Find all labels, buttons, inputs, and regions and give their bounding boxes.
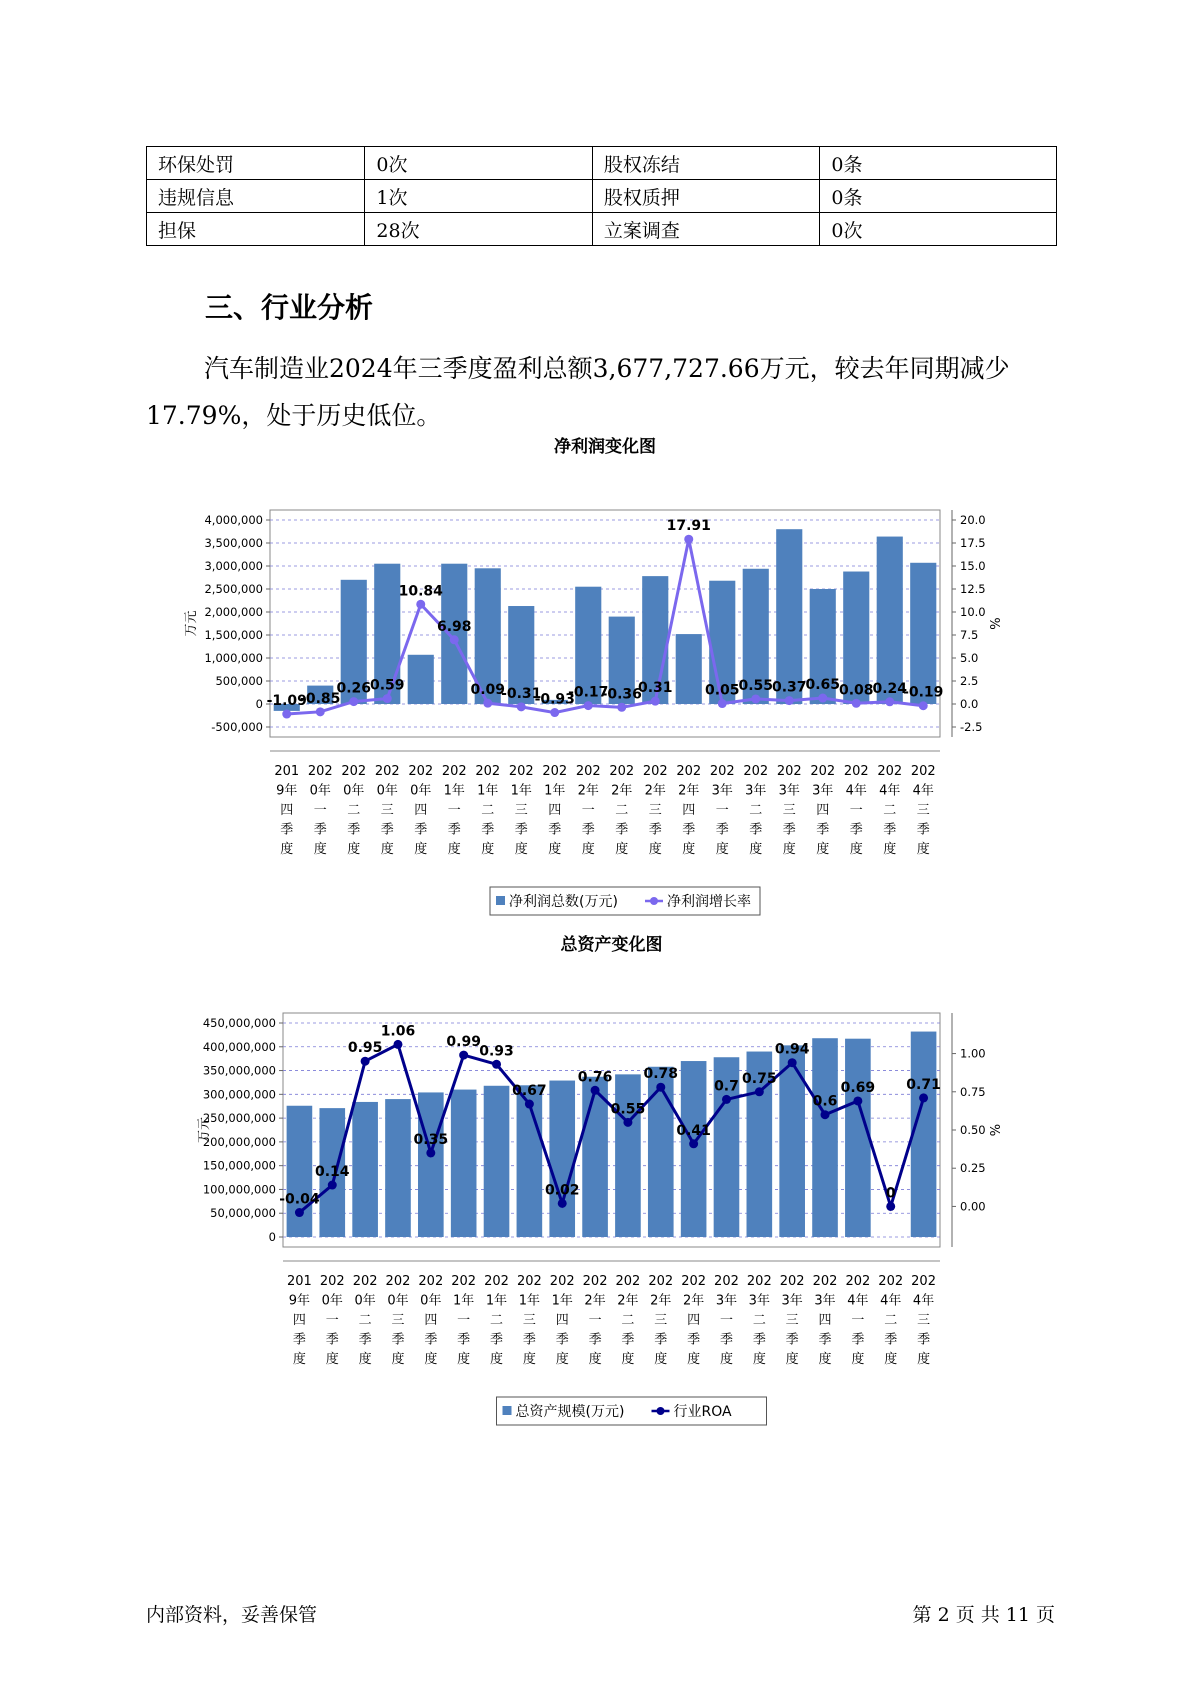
net-profit-bar (910, 563, 936, 704)
net-profit-line-point (852, 699, 861, 708)
net-profit-data-label: 0.65 (805, 677, 841, 694)
net-profit-right-tick-label: 15.0 (960, 559, 986, 573)
net-profit-line-point (885, 697, 894, 706)
net-profit-left-tick-label: 500,000 (215, 674, 263, 688)
total-assets-line-point (525, 1100, 534, 1109)
net-profit-x-tick-label: 202 1年四季度 (542, 764, 568, 857)
net-profit-right-tick-label: 5.0 (960, 651, 979, 665)
total-assets-x-tick-label: 201 9年四季度 (287, 1274, 312, 1367)
total-assets-data-label: 0.14 (315, 1164, 350, 1181)
net-profit-right-tick-label: -2.5 (960, 720, 983, 734)
net-profit-left-tick-label: 1,500,000 (204, 628, 263, 642)
total-assets-line-point (722, 1095, 731, 1104)
table-cell: 1次 (365, 180, 593, 213)
net-profit-x-tick-label: 202 1年二季度 (475, 764, 501, 857)
net-profit-right-tick-label: 20.0 (960, 513, 986, 527)
total-assets-line-point (558, 1199, 567, 1208)
net-profit-bar (408, 655, 434, 704)
total-assets-line-point (393, 1040, 402, 1049)
table-cell: 0条 (820, 180, 1057, 213)
net-profit-left-axis-title: 万元 (184, 610, 199, 637)
total-assets-data-label: -0.04 (279, 1191, 320, 1208)
net-profit-left-tick-label: 2,000,000 (204, 605, 263, 619)
total-assets-left-tick-label: 350,000,000 (202, 1063, 276, 1078)
net-profit-data-label: 0.05 (704, 682, 740, 699)
net-profit-left-tick-label: 3,000,000 (204, 559, 263, 573)
net-profit-line-point (919, 701, 928, 710)
total-assets-data-label: 0.99 (446, 1034, 481, 1051)
total-assets-line-point (821, 1110, 830, 1119)
net-profit-line-point (818, 694, 827, 703)
table-cell: 0次 (365, 147, 593, 180)
total-assets-line-point (853, 1096, 862, 1105)
total-assets-data-label: 1.06 (380, 1023, 416, 1040)
total-assets-data-label: 0.78 (643, 1066, 679, 1083)
total-assets-left-tick-label: 150,000,000 (202, 1158, 276, 1173)
net-profit-line-point (450, 635, 459, 644)
net-profit-legend-line-label: 净利润增长率 (667, 894, 751, 910)
total-assets-data-label: 0.75 (742, 1070, 777, 1087)
net-profit-line-point (684, 535, 693, 544)
table-row (147, 180, 1057, 213)
total-assets-data-label: 0.02 (544, 1182, 580, 1199)
net-profit-legend-bar-label: 净利润总数(万元) (509, 894, 618, 910)
net-profit-line-point (282, 710, 291, 719)
total-assets-bar (287, 1106, 313, 1237)
total-assets-line-point (689, 1139, 698, 1148)
total-assets-bar (484, 1086, 510, 1237)
total-assets-left-tick-label: 0 (268, 1230, 276, 1244)
total-assets-line-point (492, 1060, 501, 1069)
total-assets-x-tick-label: 202 3年三季度 (779, 1274, 805, 1367)
net-profit-x-tick-label: 202 1年一季度 (441, 764, 467, 857)
net-profit-data-label: -0.36 (601, 686, 642, 703)
total-assets-x-tick-label: 202 2年二季度 (615, 1274, 641, 1367)
table-cell: 违规信息 (147, 180, 365, 213)
table-row (147, 147, 1057, 180)
net-profit-x-tick-label: 202 4年三季度 (910, 764, 936, 857)
net-profit-right-axis-title: % (989, 617, 1004, 630)
net-profit-line-point (483, 699, 492, 708)
total-assets-x-tick-label: 202 1年二季度 (484, 1274, 509, 1367)
total-assets-legend-bar-label: 总资产规模(万元) (515, 1404, 625, 1420)
total-assets-right-tick-label: 1.00 (960, 1046, 986, 1061)
total-assets-data-label: 0.6 (812, 1093, 838, 1110)
total-assets-bar (648, 1067, 674, 1237)
total-assets-bar (352, 1102, 378, 1237)
total-assets-line-point (623, 1118, 632, 1127)
table-cell: 担保 (147, 213, 365, 246)
total-assets-x-tick-label: 202 1年四季度 (549, 1274, 575, 1367)
total-assets-data-label: 0.93 (479, 1043, 514, 1060)
total-assets-data-label: 0 (885, 1185, 896, 1202)
net-profit-data-label: -0.31 (501, 685, 542, 702)
total-assets-data-label: 0.41 (676, 1122, 711, 1139)
total-assets-chart (160, 935, 1020, 1428)
net-profit-right-tick-label: 12.5 (960, 582, 986, 596)
net-profit-line-point (316, 707, 325, 716)
total-assets-x-tick-label: 202 0年三季度 (385, 1274, 411, 1367)
net-profit-x-tick-label: 202 0年三季度 (374, 764, 400, 857)
total-assets-legend-bar-swatch (503, 1406, 512, 1415)
total-assets-left-tick-label: 450,000,000 (202, 1016, 276, 1030)
net-profit-x-tick-label: 202 4年一季度 (843, 764, 869, 857)
total-assets-x-tick-label: 202 0年二季度 (352, 1274, 378, 1367)
net-profit-data-label: 0.31 (637, 680, 673, 697)
footer-page-number: 第 2 页 共 11 页 (912, 1604, 1055, 1626)
net-profit-x-tick-label: 202 0年二季度 (341, 764, 367, 857)
net-profit-data-label: 6.98 (436, 618, 472, 635)
net-profit-line-point (785, 696, 794, 705)
table-cell: 28次 (365, 213, 593, 246)
net-profit-data-label: 0.55 (738, 677, 774, 694)
net-profit-data-label: -0.85 (300, 690, 341, 707)
net-profit-x-tick-label: 202 2年二季度 (609, 764, 635, 857)
total-assets-x-tick-label: 202 0年四季度 (418, 1274, 444, 1367)
total-assets-legend-line-label: 行业ROA (673, 1404, 732, 1420)
net-profit-line-point (651, 697, 660, 706)
total-assets-line-point (426, 1148, 435, 1157)
net-profit-plot-frame (270, 510, 940, 737)
table-row (147, 213, 1057, 246)
total-assets-line-point (295, 1208, 304, 1217)
total-assets-x-tick-label: 202 2年一季度 (582, 1274, 608, 1367)
total-assets-data-label: 0.94 (774, 1041, 810, 1058)
net-profit-x-tick-label: 202 0年一季度 (307, 764, 333, 857)
net-profit-left-tick-label: -500,000 (211, 720, 263, 734)
net-profit-right-tick-label: 0.0 (960, 697, 979, 711)
net-profit-bar (676, 634, 702, 704)
net-profit-line-point (349, 697, 358, 706)
net-profit-x-tick-label: 202 3年一季度 (709, 764, 735, 857)
net-profit-data-label: 0.08 (838, 682, 874, 699)
net-profit-line-point (416, 600, 425, 609)
net-profit-data-label: -0.19 (903, 684, 944, 701)
total-assets-x-tick-label: 202 2年三季度 (648, 1274, 674, 1367)
total-assets-right-tick-label: 0.50 (960, 1123, 986, 1137)
net-profit-data-label: -0.17 (568, 684, 609, 701)
total-assets-right-tick-label: 0.00 (960, 1199, 986, 1214)
total-assets-left-tick-label: 50,000,000 (210, 1206, 276, 1221)
total-assets-x-tick-label: 202 3年二季度 (746, 1274, 772, 1367)
total-assets-x-tick-label: 202 2年四季度 (681, 1274, 707, 1367)
net-profit-left-tick-label: 3,500,000 (204, 536, 263, 550)
net-profit-x-tick-label: 202 2年三季度 (642, 764, 668, 857)
net-profit-data-label: 0.24 (872, 680, 908, 697)
table-cell: 环保处罚 (147, 147, 365, 180)
net-profit-bar (776, 529, 802, 704)
total-assets-right-tick-label: 0.75 (960, 1084, 986, 1099)
total-assets-bar (549, 1081, 575, 1237)
net-profit-data-label: 0.26 (336, 680, 372, 697)
total-assets-chart-svg (160, 935, 1020, 1428)
total-assets-data-label: 0.76 (577, 1069, 613, 1086)
total-assets-line-point (886, 1202, 895, 1211)
net-profit-left-tick-label: 4,000,000 (204, 513, 263, 527)
net-profit-data-label: 10.84 (398, 583, 443, 600)
net-profit-x-tick-label: 202 3年三季度 (776, 764, 802, 857)
table-cell: 0条 (820, 147, 1057, 180)
total-assets-left-tick-label: 100,000,000 (202, 1182, 276, 1197)
total-assets-data-label: 0.95 (347, 1040, 383, 1057)
total-assets-bar (385, 1099, 411, 1237)
industry-analysis-paragraph: 汽车制造业2024年三季度盈利总额3,677,727.66万元，较去年同期减少17.79%，处于历史低位。 (146, 354, 1010, 430)
total-assets-right-axis-title: % (989, 1123, 1004, 1137)
total-assets-bar (779, 1045, 805, 1237)
net-profit-right-tick-label: 2.5 (960, 674, 979, 688)
total-assets-line-point (591, 1086, 600, 1095)
total-assets-line-point (459, 1051, 468, 1060)
net-profit-line-point (584, 701, 593, 710)
total-assets-line-point (361, 1057, 370, 1066)
net-profit-left-tick-label: 0 (255, 697, 263, 711)
total-assets-x-tick-label: 202 3年四季度 (812, 1274, 838, 1367)
net-profit-legend-line-dot (650, 897, 658, 905)
total-assets-bar (615, 1074, 641, 1237)
net-profit-right-tick-label: 17.5 (960, 536, 986, 550)
total-assets-left-tick-label: 250,000,000 (202, 1111, 276, 1126)
net-profit-line-point (718, 699, 727, 708)
total-assets-line-point (755, 1087, 764, 1096)
total-assets-x-tick-label: 202 1年三季度 (516, 1274, 542, 1367)
total-assets-right-tick-label: 0.25 (960, 1161, 986, 1176)
net-profit-data-label: 0.09 (470, 682, 506, 699)
total-assets-x-tick-label: 202 0年一季度 (319, 1274, 345, 1367)
net-profit-x-tick-label: 202 4年二季度 (877, 764, 903, 857)
net-profit-x-tick-label: 202 2年四季度 (676, 764, 702, 857)
total-assets-left-axis-title: 万元 (197, 1116, 212, 1144)
total-assets-line-point (328, 1181, 337, 1190)
section-title: 三、行业分析 (205, 291, 374, 324)
total-assets-bar (681, 1061, 707, 1237)
table-cell: 股权质押 (592, 180, 820, 213)
total-assets-x-tick-label: 202 1年一季度 (451, 1274, 477, 1367)
net-profit-data-label: 0.37 (771, 679, 807, 696)
table-cell: 0次 (820, 213, 1057, 246)
net-profit-data-label: 17.91 (666, 518, 711, 535)
total-assets-line-point (788, 1058, 797, 1067)
total-assets-data-label: 0.35 (413, 1131, 449, 1148)
net-profit-legend-bar-swatch (496, 896, 505, 905)
total-assets-x-tick-label: 202 4年二季度 (878, 1274, 904, 1367)
net-profit-left-tick-label: 1,000,000 (204, 651, 263, 665)
net-profit-chart (160, 437, 1020, 930)
net-profit-data-label: -1.09 (266, 693, 307, 710)
net-profit-data-label: 0.59 (369, 677, 405, 694)
net-profit-line-point (517, 702, 526, 711)
total-assets-data-label: 0.55 (610, 1101, 646, 1118)
total-assets-data-label: 0.7 (714, 1078, 739, 1095)
net-profit-x-tick-label: 202 0年四季度 (408, 764, 434, 857)
total-assets-left-tick-label: 300,000,000 (202, 1087, 276, 1102)
net-profit-data-label: -0.93 (534, 691, 575, 708)
total-assets-data-label: 0.71 (906, 1076, 941, 1093)
total-assets-left-tick-label: 200,000,000 (202, 1134, 276, 1149)
total-assets-bar (451, 1090, 477, 1237)
net-profit-line-point (617, 703, 626, 712)
net-profit-bar (877, 537, 903, 704)
net-profit-line-point (550, 708, 559, 717)
net-profit-x-tick-label: 202 3年四季度 (810, 764, 836, 857)
net-profit-x-tick-label: 202 1年三季度 (508, 764, 534, 857)
total-assets-line-point (919, 1093, 928, 1102)
total-assets-data-label: 0.67 (512, 1083, 547, 1100)
total-assets-x-tick-label: 202 4年一季度 (845, 1274, 871, 1367)
net-profit-x-tick-label: 202 2年一季度 (575, 764, 601, 857)
risk-info-table (146, 146, 1057, 246)
total-assets-bar (911, 1032, 937, 1237)
net-profit-title: 净利润变化图 (554, 437, 656, 457)
net-profit-line-point (383, 694, 392, 703)
net-profit-x-tick-label: 202 3年二季度 (743, 764, 769, 857)
total-assets-bar (418, 1092, 444, 1237)
table-cell: 立案调查 (592, 213, 820, 246)
net-profit-line-point (751, 694, 760, 703)
total-assets-x-tick-label: 202 4年三季度 (911, 1274, 936, 1367)
net-profit-x-tick-label: 201 9年四季度 (274, 764, 300, 857)
total-assets-title: 总资产变化图 (560, 935, 663, 955)
net-profit-right-tick-label: 7.5 (960, 628, 979, 642)
total-assets-x-tick-label: 202 3年一季度 (714, 1274, 739, 1367)
total-assets-left-tick-label: 400,000,000 (202, 1039, 276, 1054)
net-profit-chart-svg (160, 437, 1020, 930)
total-assets-legend-line-dot (657, 1407, 665, 1415)
total-assets-line-point (656, 1083, 665, 1092)
net-profit-left-tick-label: 2,500,000 (204, 582, 263, 596)
table-cell: 股权冻结 (592, 147, 820, 180)
total-assets-bar (845, 1039, 871, 1237)
total-assets-bar (812, 1038, 838, 1237)
total-assets-data-label: 0.69 (840, 1079, 876, 1096)
net-profit-right-tick-label: 10.0 (960, 605, 986, 619)
footer-confidential-note: 内部资料，妥善保管 (146, 1604, 318, 1626)
